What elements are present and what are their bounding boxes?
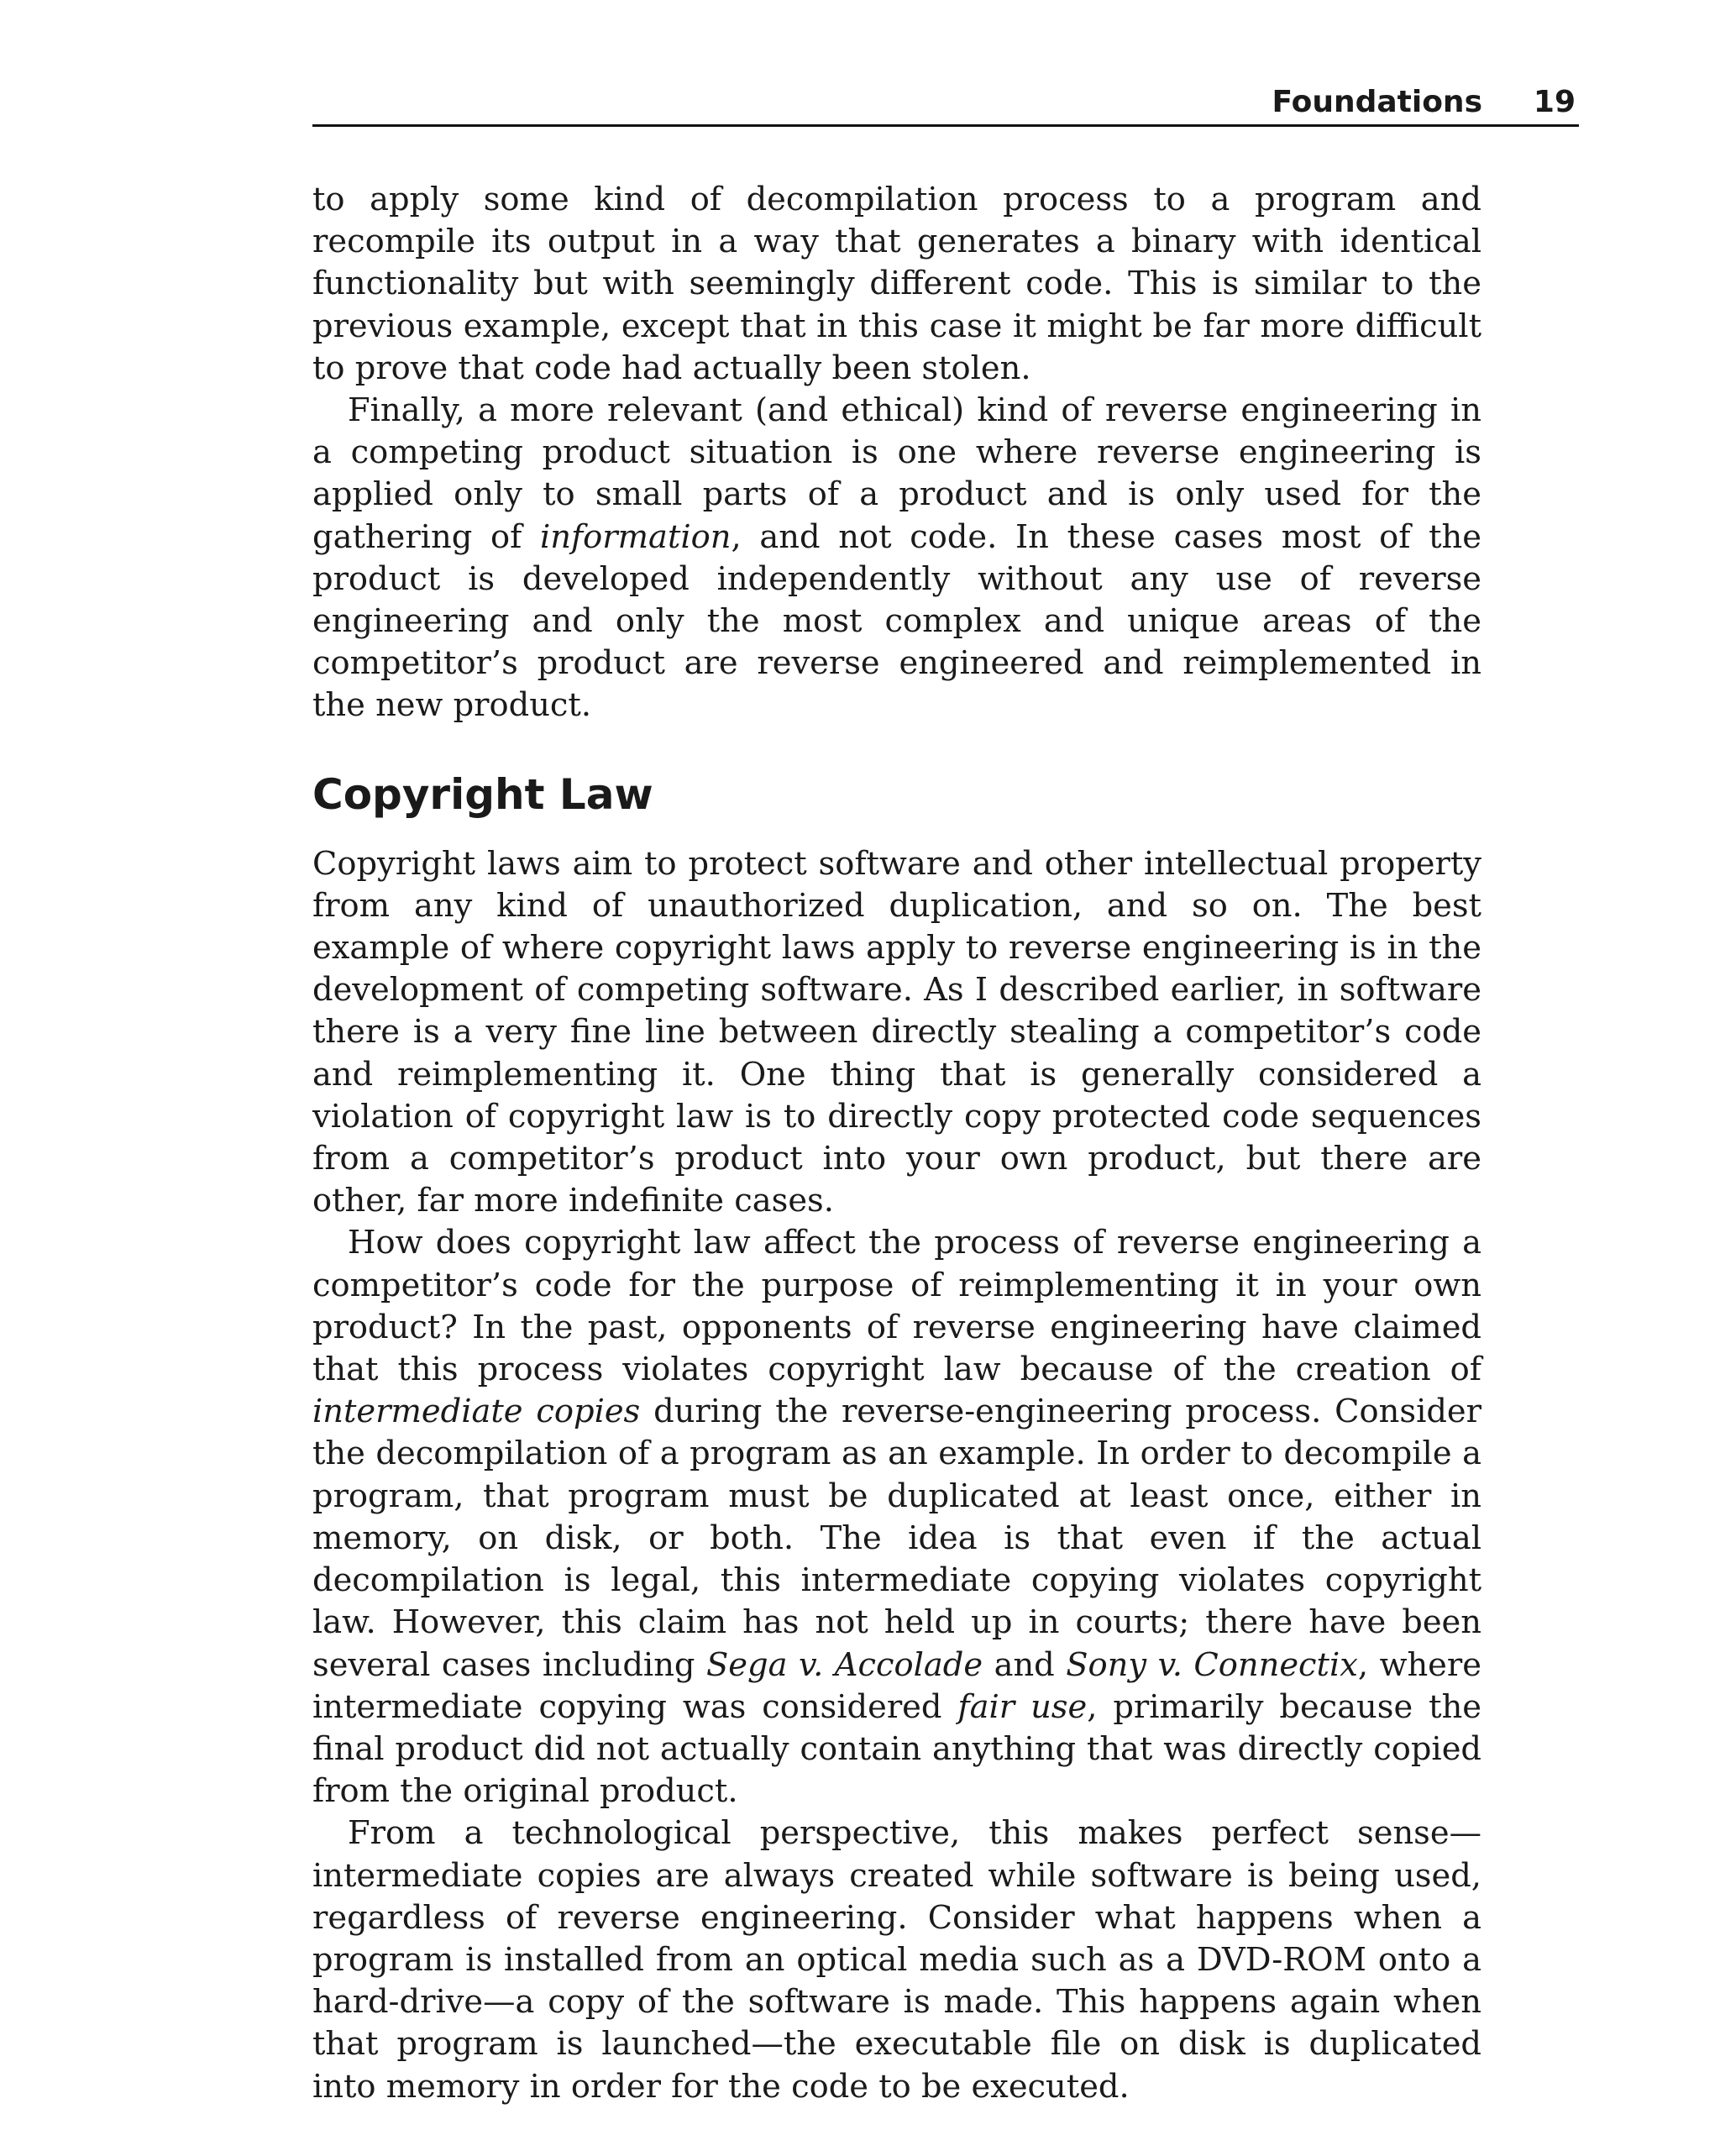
paragraph-4-emphasis-fair-use: fair use	[957, 1687, 1088, 1726]
paragraph-4-text-d: , where intermediate copying was considered	[312, 1645, 1481, 1726]
paragraph-2	[312, 390, 1481, 727]
paragraph-4-case-sega: Sega v. Accolade	[705, 1645, 983, 1684]
paragraph-4-text-b: during the reverse-engineering process. Consider the decompilation of a program as an example. In order to decompile a program, that program must be duplicated at least once, either in memory, on disk, or both. The idea is that even if the actual decompilation is legal, this intermediate copying violates copyright law. However, this claim has not held up in courts; there have been several cases including	[312, 1393, 1481, 1684]
running-head-section-title: Foundations	[1272, 85, 1482, 119]
paragraph-3: Copyright laws aim to protect software and other intellectual property from any kind of unauthorized duplication, and so on. The best example of where copyright laws apply to reverse engineering is in the development of competing software. As I described earlier, in software there is a very fine line between directly stealing a competitor’s code and reimplementing it. One thing that is generally considered a violation of copyright law is to directly copy protected code sequences from a competitor’s product into your own product, but there are other, far more indefinite cases.	[312, 844, 1481, 1220]
paragraph-1: to apply some kind of decompilation process to a program and recompile its output in a way that generates a binary with identical functionality but with seemingly different code. This is similar to the previous example, except that in this case it might be far more difficult to prove that code had actually been stolen.	[312, 181, 1481, 387]
paragraph-4-text-a: How does copyright law affect the process of reverse engineering a competitor’s code for the purpose of reimplementing it in your own product? In the past, opponents of reverse engineering have claimed that this process violates copyright law because of the creation of	[312, 1224, 1481, 1389]
page-number: 19	[1533, 85, 1576, 119]
paragraph-4-case-sony: Sony v. Connectix	[1066, 1645, 1358, 1684]
section-heading: Copyright Law	[312, 769, 653, 819]
paragraph-4-text-c: and	[983, 1645, 1067, 1684]
running-header	[312, 81, 1579, 127]
paragraph-2-emphasis-information: information	[539, 517, 732, 556]
paragraph-2-text-b: , and not code. In these cases most of the product is developed independently without any use of reverse engineering and only the most complex and unique areas of the competitor’s product are reverse engineered and reimplemented in the new product.	[312, 517, 1481, 725]
paragraph-4-text-e: , primarily because the final product did not actually contain anything that was directly copied from the original product.	[312, 1687, 1482, 1811]
paragraph-5: From a technological perspective, this makes perfect sense—intermediate copies are always created while software is being used, regardless of reverse engineering. Consider what happens when a program is installed from an optical media such as a DVD-ROM onto a hard-drive—a copy of the software is made. This happens again when that program is launched—the executable file on disk is duplicated into memory in order for the code to be executed.	[312, 1814, 1481, 2106]
paragraph-2-text-a: Finally, a more relevant (and ethical) kind of reverse engineering in a competing product situation is one where reverse engineering is applied only to small parts of a product and is only used for the gathering of	[312, 391, 1481, 556]
page-body	[312, 179, 1481, 2108]
paragraph-4	[312, 1222, 1481, 1812]
paragraph-4-emphasis-intermediate-copies: intermediate copies	[312, 1393, 641, 1431]
